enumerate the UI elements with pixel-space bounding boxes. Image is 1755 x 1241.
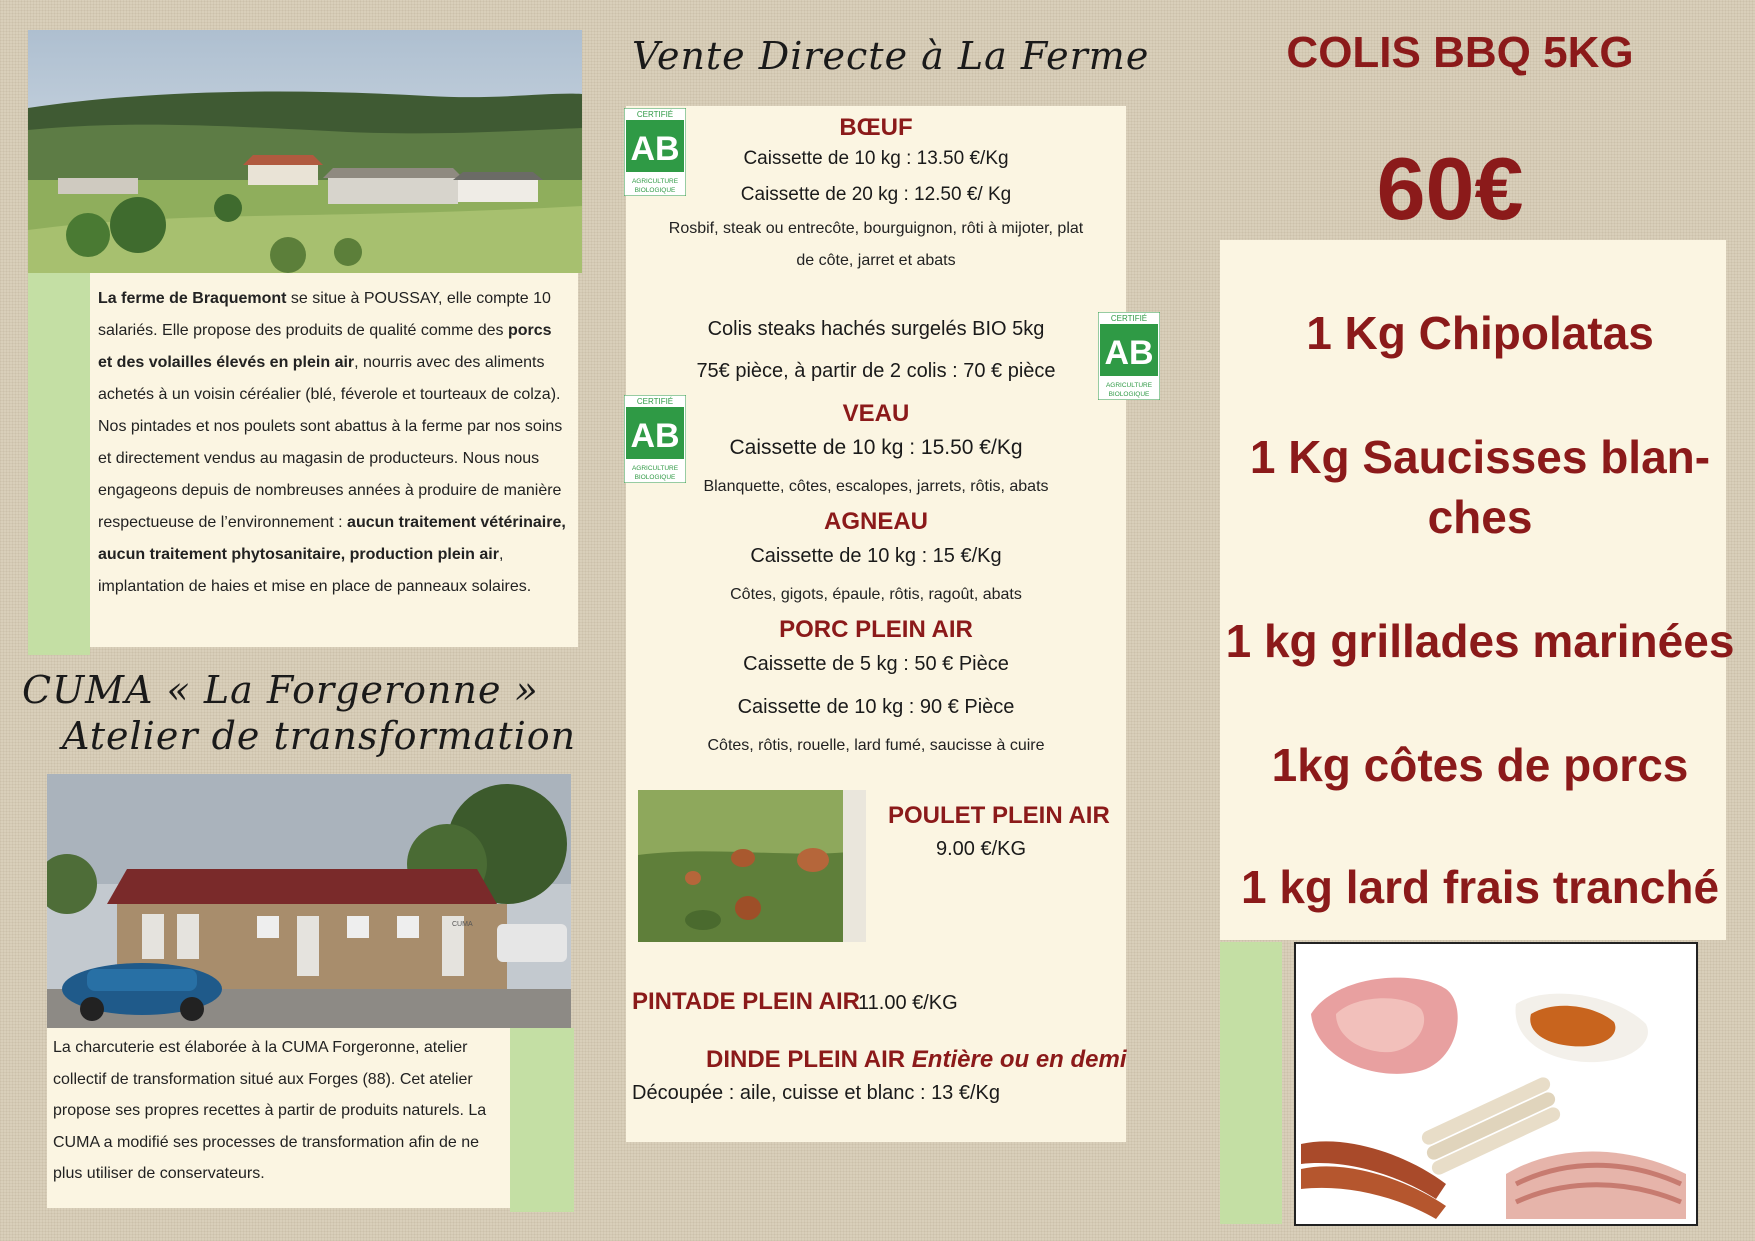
cuma-building-photo xyxy=(47,774,571,1028)
boeuf-description: Rosbif, steak ou entrecôte, bourguignon, rôti à mijoter, plat xyxy=(668,220,1084,237)
svg-text:AGRICULTURE: AGRICULTURE xyxy=(631,178,679,185)
colis-price: 60€ xyxy=(1376,139,1524,238)
veau-heading: VEAU xyxy=(842,400,910,427)
svg-text:AB: AB xyxy=(630,130,680,168)
colis-item: 1 Kg Saucisses blan- xyxy=(1249,431,1711,483)
svg-text:CERTIFIÉ: CERTIFIÉ xyxy=(1110,314,1148,323)
green-accent-bar xyxy=(1220,942,1282,1224)
porc-price-5kg: Caissette de 5 kg : 50 € Pièce xyxy=(743,653,1009,675)
porc-heading: PORC PLEIN AIR xyxy=(779,616,973,643)
svg-text:CERTIFIÉ: CERTIFIÉ xyxy=(636,110,674,119)
green-accent-bar xyxy=(510,1028,574,1212)
boeuf-price-20kg: Caissette de 20 kg : 12.50 €/ Kg xyxy=(740,184,1012,205)
poulet-heading: POULET PLEIN AIR xyxy=(888,802,1110,829)
porc-description: Côtes, rôtis, rouelle, lard fumé, saucisse à cuire xyxy=(707,737,1045,754)
colis-item: 1kg côtes de porcs xyxy=(1271,739,1689,791)
dinde-price: Découpée : aile, cuisse et blanc : 13 €/Kg xyxy=(632,1082,1001,1104)
svg-text:AGRICULTURE: AGRICULTURE xyxy=(631,465,679,472)
steaks-price: 75€ pièce, à partir de 2 colis : 70 € pièce xyxy=(696,360,1056,382)
veau-price: Caissette de 10 kg : 15.50 €/Kg xyxy=(729,436,1023,459)
farm-description: La ferme de Braquemont se situe à POUSSAY, elle compte 10 salariés. Elle propose des produits de qualité comme des porcs et des volailles élevés en plein air, nourris avec des aliments achetés à un voisin céréalier (blé, féverole et tourteaux de colza). Nos pintades et nos poulets sont abattus à la ferme par nos soins et directement vendus au magasin de producteurs. Nous nous engageons depuis de nombreuses années à produire de manière respectueuse de l’environnement : aucun traitement vétérinaire, aucun traitement phytosanitaire, production plein air, implantation de haies et mise en place de panneaux solaires. xyxy=(98,290,566,595)
boeuf-price-10kg: Caissette de 10 kg : 13.50 €/Kg xyxy=(743,148,1009,169)
green-accent-bar xyxy=(28,273,90,655)
colis-item-cont: ches xyxy=(1427,491,1533,543)
meat-products-photo xyxy=(1294,942,1698,1226)
svg-text:AB: AB xyxy=(1104,334,1154,372)
veau-description: Blanquette, côtes, escalopes, jarrets, rôtis, abats xyxy=(703,478,1049,495)
dinde-heading: DINDE PLEIN AIR Entière ou en demi xyxy=(706,1046,1127,1073)
poulet-price: 9.00 €/KG xyxy=(936,838,1027,860)
svg-text:BIOLOGIQUE: BIOLOGIQUE xyxy=(1108,391,1150,398)
svg-text:AGRICULTURE: AGRICULTURE xyxy=(1105,382,1153,389)
cuma-title: CUMA « La Forgeronne » xyxy=(22,668,539,712)
boeuf-description-cont: de côte, jarret et abats xyxy=(796,252,956,269)
pintade-price: 11.00 €/KG xyxy=(858,992,958,1014)
svg-text:CERTIFIÉ: CERTIFIÉ xyxy=(636,397,674,406)
colis-title: COLIS BBQ 5KG xyxy=(1286,28,1634,77)
agneau-price: Caissette de 10 kg : 15 €/Kg xyxy=(750,545,1002,567)
farm-name: La ferme de Braquemont xyxy=(98,290,287,307)
svg-text:AB: AB xyxy=(630,417,680,455)
colis-item: 1 kg lard frais tranché xyxy=(1240,861,1720,913)
agneau-description: Côtes, gigots, épaule, rôtis, ragoût, abats xyxy=(730,586,1022,603)
farm-landscape-photo xyxy=(28,30,582,273)
colis-item: 1 kg grillades marinées xyxy=(1225,615,1735,667)
svg-text:BIOLOGIQUE: BIOLOGIQUE xyxy=(634,187,676,194)
svg-text:BIOLOGIQUE: BIOLOGIQUE xyxy=(634,474,676,481)
svg-text:CUMA: CUMA xyxy=(452,921,473,928)
chickens-photo xyxy=(638,790,866,942)
cuma-description: La charcuterie est élaborée à la CUMA Forgeronne, atelier collectif de transformation situé aux Forges (88). Cet atelier propose ses propres recettes à partir de produits naturels. La CUMA a modifié ses processes de transformation afin de ne plus utiliser de conservateurs. xyxy=(53,1039,487,1182)
agneau-heading: AGNEAU xyxy=(823,508,928,535)
pintade-heading: PINTADE PLEIN AIR xyxy=(632,988,861,1015)
boeuf-heading: BŒUF xyxy=(839,114,913,141)
cuma-subtitle: Atelier de transformation xyxy=(62,714,577,758)
steaks-colis: Colis steaks hachés surgelés BIO 5kg xyxy=(707,318,1045,340)
porc-price-10kg: Caissette de 10 kg : 90 € Pièce xyxy=(737,696,1015,718)
colis-item: 1 Kg Chipolatas xyxy=(1306,307,1654,359)
page-title: Vente Directe à La Ferme xyxy=(632,34,1150,78)
